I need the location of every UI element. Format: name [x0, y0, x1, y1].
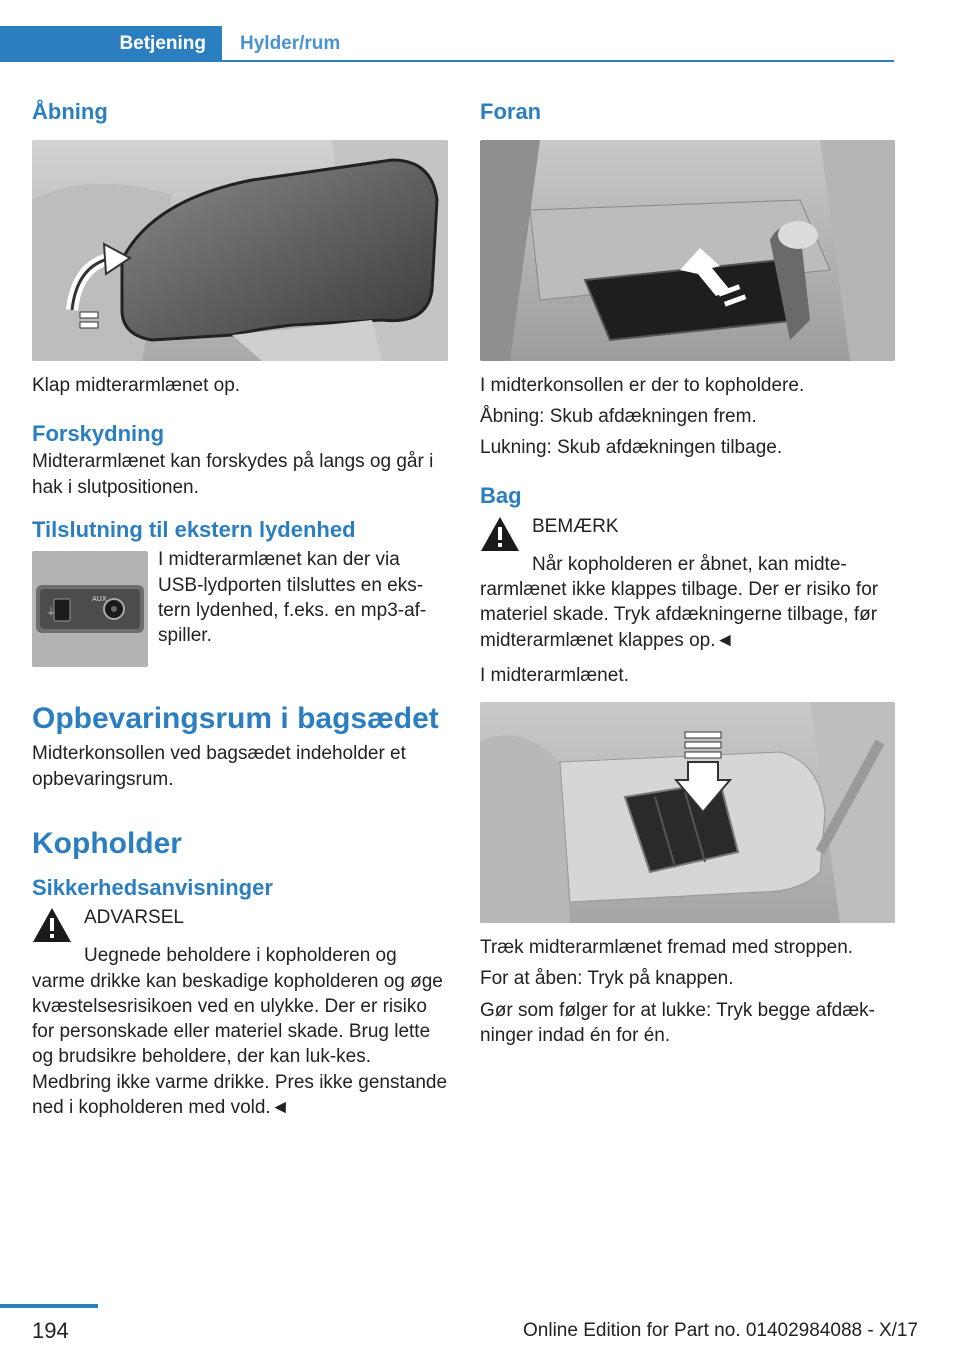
text-storage: Midterkonsollen ved bagsædet indeholder et opbevaringsrum.	[32, 743, 406, 790]
tab-betjening[interactable]	[0, 26, 222, 62]
note-block	[480, 514, 895, 552]
text-rear4: Gør som følger for at lukke: Tryk begge afdæk-ninger indad én for én.	[480, 999, 875, 1046]
text-rear1: I midterarmlænet.	[480, 664, 629, 686]
usb-aux-image	[32, 551, 148, 667]
heading-connect: Tilslutning til ekstern lydenhed	[32, 516, 356, 542]
text-rear2: Træk midterarmlænet fremad med stroppen.	[480, 937, 854, 959]
header-rule	[222, 60, 894, 62]
armrest-image	[32, 140, 448, 361]
note-title: BEMÆRK	[532, 515, 619, 537]
text-front3: Lukning: Skub afdækningen tilbage.	[480, 437, 783, 459]
warning-block	[32, 905, 448, 943]
left-column	[32, 98, 448, 1120]
note-body: Når kopholderen er åbnet, kan midte-rarmlænet ikke klappes tilbage. Der er risiko for materiel skade. Tryk afdækningerne tilbage, før midterarmlænet klappes op.◄	[480, 553, 879, 651]
page-number: 194	[32, 1318, 69, 1343]
heading-slide: Forskydning	[32, 420, 165, 446]
heading-rear: Bag	[480, 483, 522, 509]
tab-betjening-label: Betjening	[119, 33, 206, 54]
front-cupholder-image	[480, 140, 895, 361]
text-rear3: For at åben: Tryk på knappen.	[480, 968, 734, 990]
connect-block	[32, 547, 448, 667]
footer-rule	[0, 1304, 98, 1308]
warning-body: Uegnede beholdere i kopholderen og varme drikke kan beskadige kopholderen og øge kvæstelsesrisikoen ved en ulykke. Der er risiko for personskade eller materiel skade. Brug lette og brudsikre beholdere, der kan luk-kes. Medbring ikke varme drikke. Pres ikke genstande ned i kopholderen med vold.◄	[32, 945, 448, 1118]
svg-text:AUX: AUX	[92, 595, 107, 604]
text-front1: I midterkonsollen er der to kopholdere.	[480, 374, 805, 396]
heading-opening: Åbning	[32, 99, 108, 124]
caution-icon	[480, 516, 520, 552]
heading-storage: Opbevaringsrum i bagsædet	[32, 702, 439, 736]
tab-hylder-rum[interactable]: Hylder/rum	[240, 33, 341, 54]
text-connect: I midterarmlænet kan der via USB-lydporten tilsluttes en eks-tern lydenhed, f.eks. en mp3-af-spiller.	[158, 549, 427, 647]
right-column	[480, 98, 895, 1048]
edition-text: Online Edition for Part no. 01402984088 - X/17	[523, 1320, 919, 1341]
warning-icon	[32, 907, 72, 943]
heading-safety: Sikkerhedsanvisninger	[32, 874, 273, 900]
text-front2: Åbning: Skub afdækningen frem.	[480, 405, 757, 427]
heading-front: Foran	[480, 99, 542, 124]
text-slide: Midterarmlænet kan forskydes på langs og går i hak i slutpositionen.	[32, 451, 434, 498]
text-opening: Klap midterarmlænet op.	[32, 374, 241, 396]
svg-text:⏚: ⏚	[46, 607, 56, 619]
rear-cupholder-image	[480, 702, 895, 923]
warning-title: ADVARSEL	[84, 907, 184, 929]
heading-cupholder: Kopholder	[32, 826, 182, 860]
